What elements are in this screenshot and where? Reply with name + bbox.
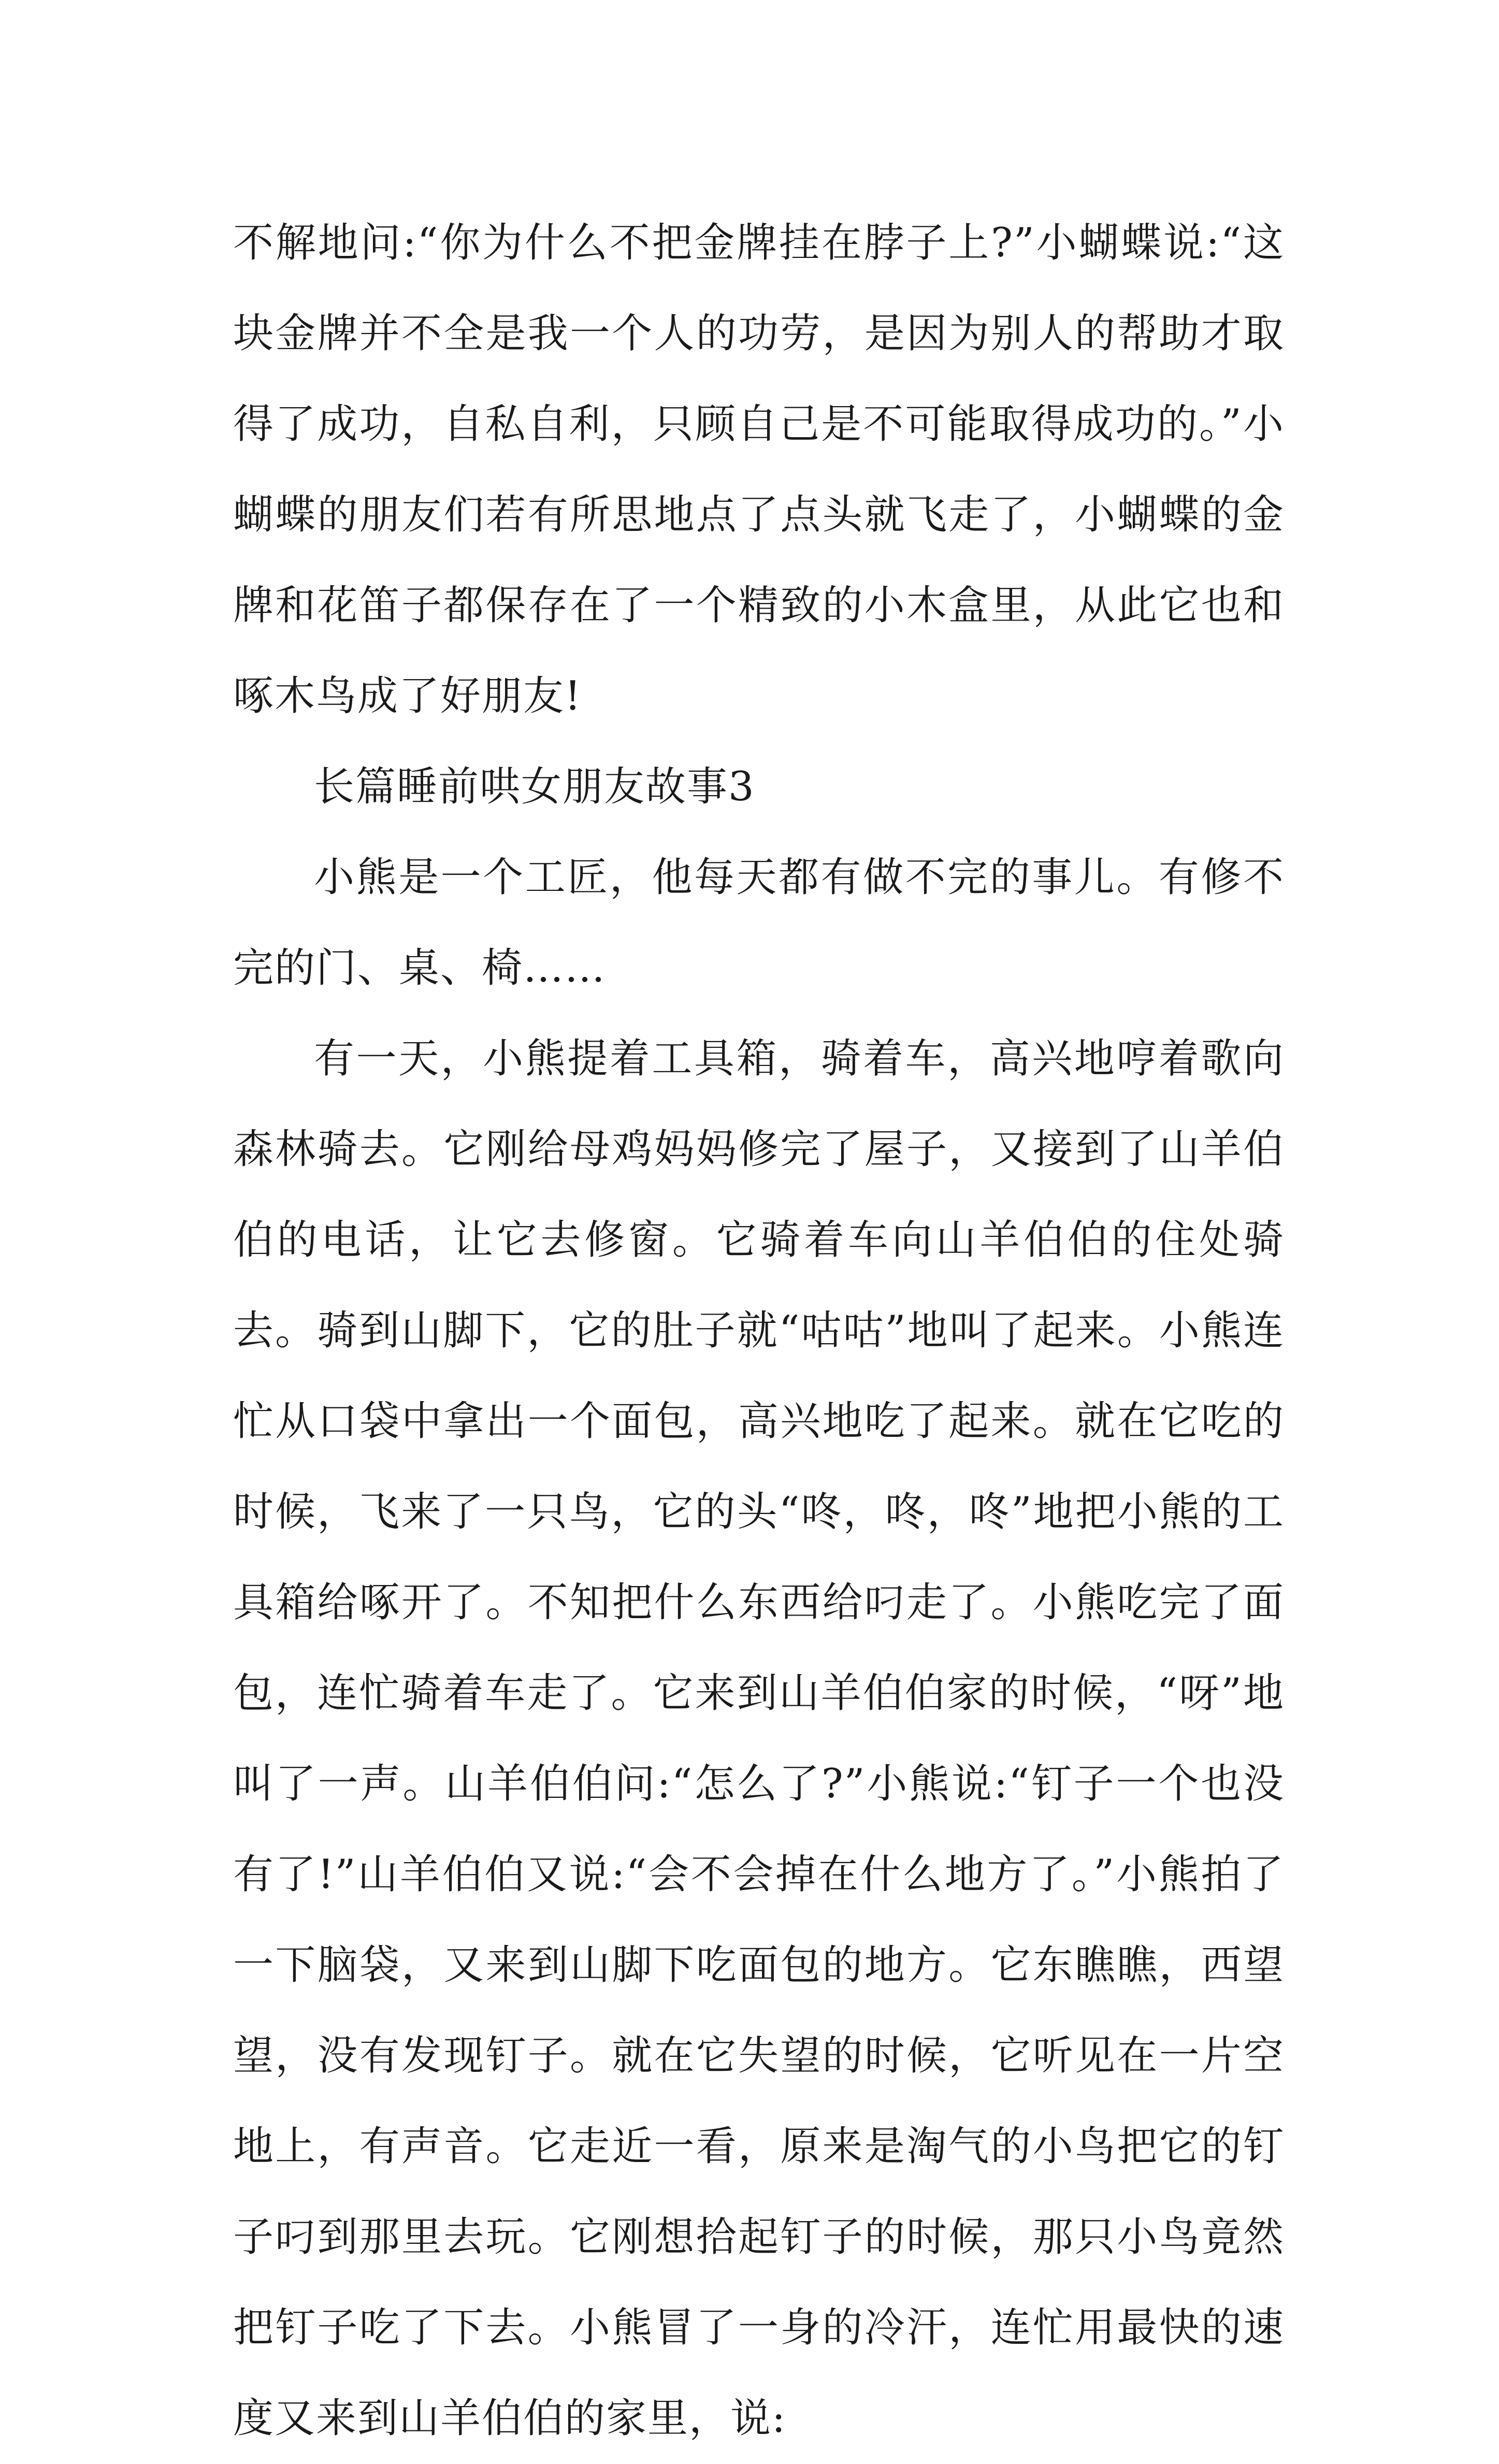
paragraph-story: 有一天，小熊提着工具箱，骑着车，高兴地哼着歌向森林骑去。它刚给母鸡妈妈修完了屋子，又接到了山羊伯伯的电话，让它去修窗。它骑着车向山羊伯伯的住处骑去。骑到山脚下，它的肚子就“咕咕”地叫了起来。小熊连忙从口袋中拿出一个面包，高兴地吃了起来。就在它吃的时候，飞来了一只鸟，它的头“咚，咚，咚”地把小熊的工具箱给啄开了。不知把什么东西给叼走了。小熊吃完了面包，连忙骑着车走了。它来到山羊伯伯家的时候，“呀”地叫了一声。山羊伯伯问:“怎么了?”小熊说:“钉子一个也没有了!”山羊伯伯又说:“会不会掉在什么地方了。”小熊拍了一下脑袋，又来到山脚下吃面包的地方。它东瞧瞧，西望望，没有发现钉子。就在它失望的时候，它听见在一片空地上，有声音。它走近一看，原来是淘气的小鸟把它的钉子叼到那里去玩。它刚想拾起钉子的时候，那只小鸟竟然把钉子吃了下去。小熊冒了一身的冷汗，连忙用最快的速度又来到山羊伯伯的家里，说:: [233, 1035, 1285, 2442]
story-text-block: [233, 198, 1285, 2464]
paragraph-intro: 小熊是一个工匠，他每天都有做不完的事儿。有修不完的门、桌、椅……: [233, 854, 1285, 991]
story-heading: 长篇睡前哄女朋友故事3: [314, 763, 755, 810]
paragraph-continuation: 不解地问:“你为什么不把金牌挂在脖子上?”小蝴蝶说:“这块金牌并不全是我一个人的功劳，是因为别人的帮助才取得了成功，自私自利，只顾自己是不可能取得成功的。”小蝴蝶的朋友们若有所思地点了点头就飞走了，小蝴蝶的金牌和花笛子都保存在了一个精致的小木盒里，从此它也和啄木鸟成了好朋友!: [233, 220, 1285, 719]
